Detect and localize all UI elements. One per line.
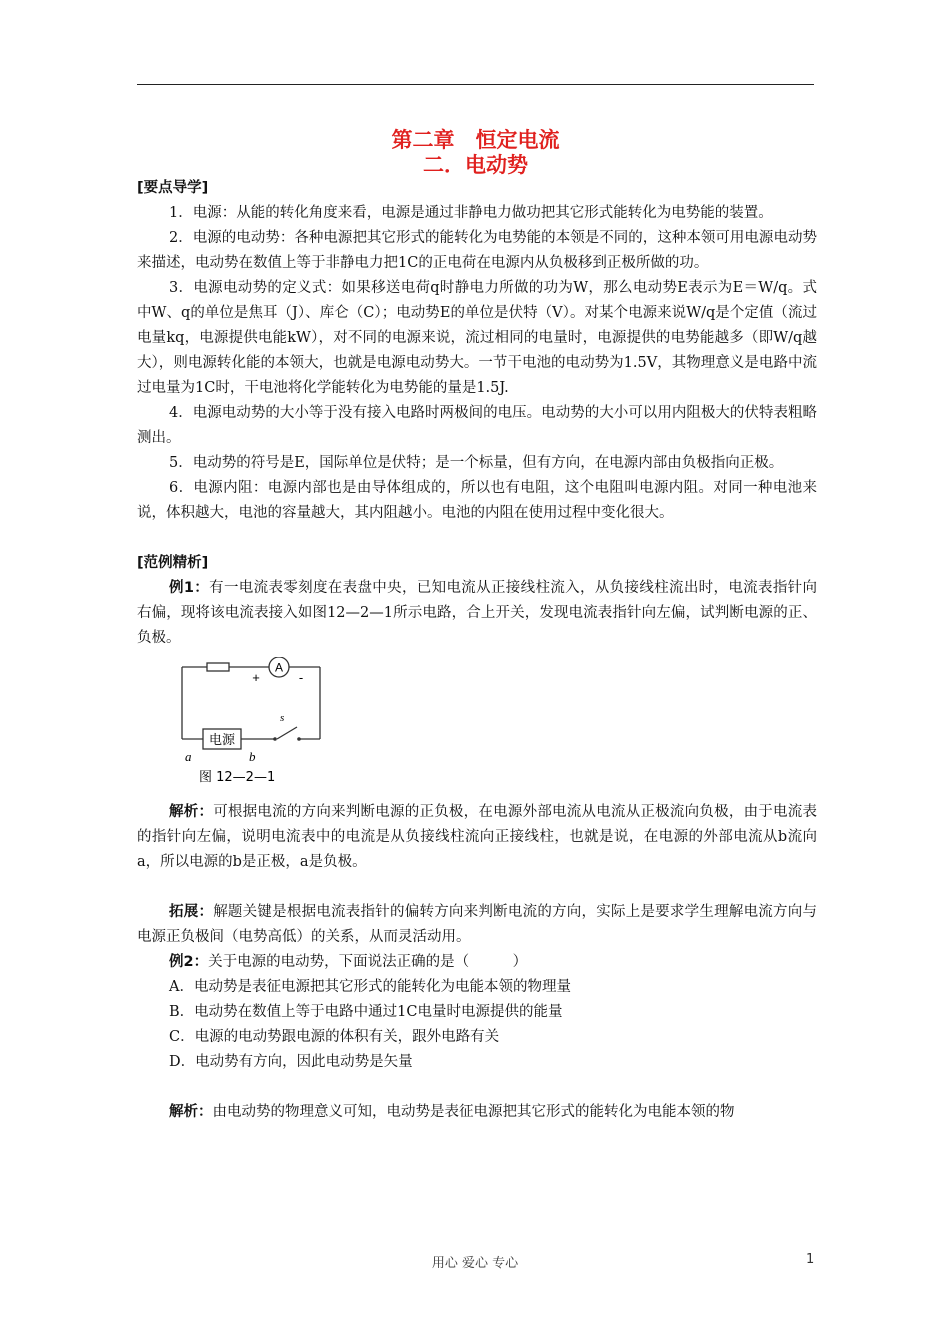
switch-contact-left xyxy=(273,737,277,741)
page-number: 1 xyxy=(806,1252,815,1267)
terminal-a-label: a xyxy=(185,749,192,764)
section-title: 二．电动势 xyxy=(423,153,528,177)
analysis-1-label: 解析： xyxy=(169,804,214,820)
footer-slogan: 用心 爱心 专心 xyxy=(431,1256,519,1271)
key-point-1: 1．电源：从能的转化角度来看，电源是通过非静电力做功把其它形式能转化为电势能的装置。 xyxy=(169,205,773,221)
example-1 xyxy=(137,576,817,651)
resistor xyxy=(207,663,229,671)
analysis-1-text: 可根据电流的方向来判断电源的正负极，在电源外部电流从电流从正极流向负极，由于电流表的指针向左偏，说明电流表中的电流是从负接线柱流向正接线柱，也就是说，在电源的外部电流从b流向a，所以电源的b是正极，a是负极。 xyxy=(137,804,818,870)
ammeter-label: A xyxy=(274,660,284,675)
extension xyxy=(137,900,817,950)
example-1-label: 例1： xyxy=(169,580,210,596)
key-points-heading: [要点导学] xyxy=(137,180,209,196)
key-point-4: 4．电源电动势的大小等于没有接入电路时两极间的电压。电动势的大小可以用内阻极大的伏特表粗略测出。 xyxy=(137,405,817,446)
extension-label: 拓展： xyxy=(169,904,214,920)
chapter-title: 第二章 恒定电流 xyxy=(391,128,560,152)
extension-text: 解题关键是根据电流表指针的偏转方向来判断电流的方向，实际上是要求学生理解电流方向与电源正负极间（电势高低）的关系，从而灵活动用。 xyxy=(137,904,818,945)
circuit-figure xyxy=(175,657,325,787)
key-point-2: 2．电源的电动势：各种电源把其它形式的能转化为电势能的本领是不同的，这种本领可用电源电动势来描述，电动势在数值上等于非静电力把1C的正电荷在电源内从负极移到正极所做的功。 xyxy=(137,230,817,271)
switch-contact-right xyxy=(297,737,301,741)
power-source-label: 电源 xyxy=(208,733,236,748)
minus-terminal: - xyxy=(298,670,304,685)
switch-blade xyxy=(277,727,297,739)
analysis-2 xyxy=(137,1100,817,1125)
key-point-6: 6．电源内阻：电源内部也是由导体组成的，所以也有电阻，这个电阻叫电源内阻。对同一种电池来说，体积越大，电池的容量越大，其内阻越小。电池的内阻在使用过程中变化很大。 xyxy=(137,480,817,521)
header-rule xyxy=(137,84,814,85)
plus-terminal: + xyxy=(252,670,260,685)
example-1-text: 有一电流表零刻度在表盘中央，已知电流从正接线柱流入，从负接线柱流出时，电流表指针向右偏，现将该电流表接入如图12—2—1所示电路，合上开关，发现电流表指针向左偏，试判断电源的正、负极。 xyxy=(137,580,818,646)
example-2-label: 例2： xyxy=(169,954,209,970)
option-c: C．电源的电动势跟电源的体积有关，跟外电路有关 xyxy=(169,1029,500,1045)
analysis-2-label: 解析： xyxy=(169,1104,213,1120)
option-a: A．电动势是表征电源把其它形式的能转化为电能本领的物理量 xyxy=(169,979,571,995)
analysis-2-text: 由电动势的物理意义可知，电动势是表征电源把其它形式的能转化为电能本领的物 xyxy=(212,1104,735,1120)
figure-caption: 图 12—2—1 xyxy=(199,770,276,785)
terminal-b-label: b xyxy=(249,749,256,764)
key-point-3: 3．电源电动势的定义式：如果移送电荷q时静电力所做的功为W，那么电动势E表示为E＝W/q。式中W、q的单位是焦耳（J）、库仑（C）；电动势E的单位是伏特（V）。对某个电源来说W/q是个定值（流过电量kq，电源提供电能kW），对不同的电源来说，流过相同的电量时，电源提供的电势能越多（即W/q越大），则电源转化能的本领大，也就是电源电动势大。一节干电池的电动势为1.5V，其物理意义是电路中流过电量为1C时，干电池将化学能转化为电势能的量是1.5J. xyxy=(137,280,817,396)
example-2-text: 关于电源的电动势，下面说法正确的是（ ） xyxy=(208,954,528,970)
example-2 xyxy=(137,950,817,975)
key-point-5: 5．电动势的符号是E，国际单位是伏特；是一个标量，但有方向，在电源内部由负极指向正极。 xyxy=(169,455,784,471)
option-b: B．电动势在数值上等于电路中通过1C电量时电源提供的能量 xyxy=(169,1004,563,1020)
option-d: D．电动势有方向，因此电动势是矢量 xyxy=(169,1054,413,1070)
switch-label: s xyxy=(280,712,285,724)
analysis-1 xyxy=(137,800,817,875)
document-body xyxy=(137,176,817,1125)
examples-heading: [范例精析] xyxy=(137,555,209,571)
